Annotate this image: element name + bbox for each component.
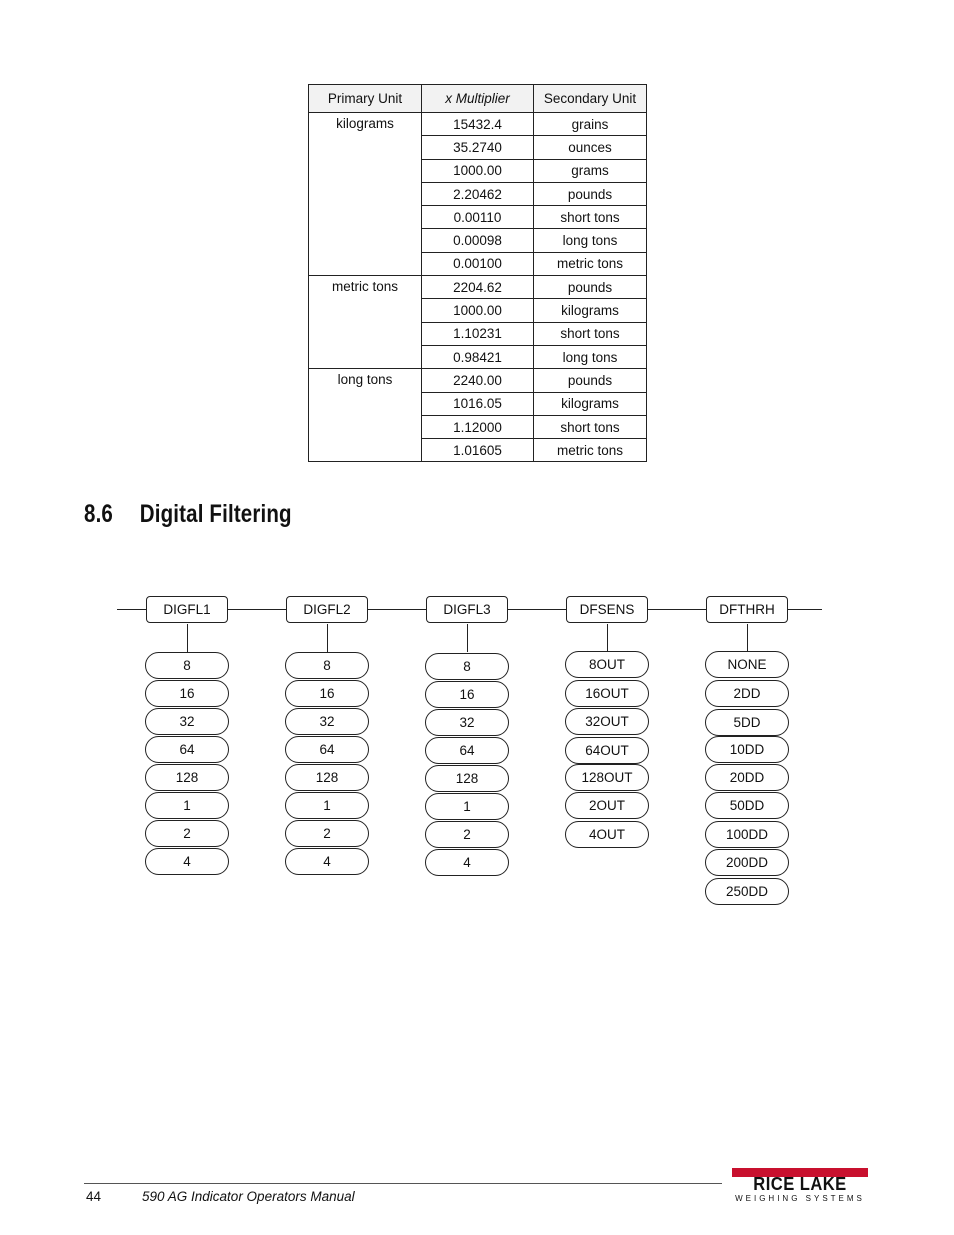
drop-line	[327, 624, 328, 652]
multiplier-cell: 1.01605	[422, 439, 534, 462]
secondary-unit-cell: long tons	[534, 345, 647, 368]
section-number: 8.6	[84, 500, 113, 528]
header-secondary-unit: Secondary Unit	[534, 85, 647, 113]
menu-option: 64	[285, 736, 369, 763]
multiplier-cell: 0.00110	[422, 206, 534, 229]
multiplier-cell: 1.10231	[422, 322, 534, 345]
secondary-unit-cell: kilograms	[534, 392, 647, 415]
secondary-unit-cell: grains	[534, 113, 647, 136]
menu-option: 16OUT	[565, 680, 649, 707]
menu-option: 16	[285, 680, 369, 707]
multiplier-cell: 2240.00	[422, 369, 534, 392]
menu-option: 4	[285, 848, 369, 875]
menu-option: 32	[425, 709, 509, 736]
multiplier-cell: 2204.62	[422, 276, 534, 299]
menu-option: 32	[145, 708, 229, 735]
menu-option: 4	[145, 848, 229, 875]
menu-option: 2OUT	[565, 792, 649, 819]
logo-wordmark: RICE LAKE	[753, 1174, 847, 1194]
secondary-unit-cell: short tons	[534, 415, 647, 438]
header-multiplier: x Multiplier	[422, 85, 534, 113]
menu-option: 2	[425, 821, 509, 848]
multiplier-cell: 2.20462	[422, 182, 534, 205]
connector-line	[228, 609, 286, 610]
menu-option: 2	[285, 820, 369, 847]
footer-rule	[84, 1183, 722, 1184]
menu-option: 5DD	[705, 709, 789, 736]
menu-option: 4	[425, 849, 509, 876]
menu-option: 32OUT	[565, 708, 649, 735]
multiplier-cell: 1016.05	[422, 392, 534, 415]
secondary-unit-cell: metric tons	[534, 439, 647, 462]
menu-option: 1	[425, 793, 509, 820]
connector-line	[788, 609, 822, 610]
table-row	[309, 369, 647, 392]
connector-line	[368, 609, 426, 610]
connector-line	[508, 609, 566, 610]
secondary-unit-cell: short tons	[534, 206, 647, 229]
drop-line	[187, 624, 188, 652]
rice-lake-logo	[730, 1168, 870, 1206]
secondary-unit-cell: long tons	[534, 229, 647, 252]
menu-option: 128	[145, 764, 229, 791]
secondary-unit-cell: kilograms	[534, 299, 647, 322]
secondary-unit-cell: pounds	[534, 369, 647, 392]
menu-parameter-digfl3: DIGFL3	[426, 596, 508, 623]
drop-line	[607, 624, 608, 652]
menu-option: 8	[285, 652, 369, 679]
drop-line	[467, 624, 468, 652]
primary-unit-cell: long tons	[309, 369, 422, 462]
menu-option: 32	[285, 708, 369, 735]
menu-option: 50DD	[705, 792, 789, 819]
multiplier-cell: 1000.00	[422, 299, 534, 322]
secondary-unit-cell: ounces	[534, 136, 647, 159]
menu-option: 128OUT	[565, 764, 649, 791]
menu-option: 8	[425, 653, 509, 680]
secondary-unit-cell: grams	[534, 159, 647, 182]
multiplier-cell: 1.12000	[422, 415, 534, 438]
table-header-row	[309, 85, 647, 113]
table-row	[309, 113, 647, 136]
menu-option: 8	[145, 652, 229, 679]
table-body	[309, 113, 647, 462]
section-title: Digital Filtering	[139, 500, 292, 528]
menu-option: 128	[425, 765, 509, 792]
menu-option: 64	[425, 737, 509, 764]
menu-parameter-digfl2: DIGFL2	[286, 596, 368, 623]
primary-unit-cell: kilograms	[309, 113, 422, 276]
unit-conversion-table	[308, 84, 647, 462]
secondary-unit-cell: pounds	[534, 276, 647, 299]
menu-option: 1	[145, 792, 229, 819]
menu-option: 2DD	[705, 680, 789, 707]
menu-option: 8OUT	[565, 651, 649, 678]
page-number: 44	[86, 1189, 102, 1204]
primary-unit-cell: metric tons	[309, 276, 422, 369]
header-primary-unit: Primary Unit	[309, 85, 422, 113]
menu-option: 100DD	[705, 821, 789, 848]
logo-subtext: WEIGHING SYSTEMS	[735, 1194, 865, 1203]
menu-option: 10DD	[705, 736, 789, 763]
section-heading	[84, 500, 292, 529]
menu-option: 2	[145, 820, 229, 847]
multiplier-cell: 35.2740	[422, 136, 534, 159]
menu-option: 20DD	[705, 764, 789, 791]
menu-option: 250DD	[705, 878, 789, 905]
table-row	[309, 276, 647, 299]
menu-option: NONE	[705, 651, 789, 678]
menu-parameter-dfthrh: DFTHRH	[706, 596, 788, 623]
multiplier-cell: 0.98421	[422, 345, 534, 368]
menu-option: 4OUT	[565, 821, 649, 848]
menu-option: 64OUT	[565, 737, 649, 764]
menu-option: 200DD	[705, 849, 789, 876]
menu-parameter-dfsens: DFSENS	[566, 596, 648, 623]
multiplier-cell: 0.00098	[422, 229, 534, 252]
connector-line	[648, 609, 706, 610]
secondary-unit-cell: short tons	[534, 322, 647, 345]
connector-line	[117, 609, 146, 610]
menu-option: 1	[285, 792, 369, 819]
menu-option: 128	[285, 764, 369, 791]
multiplier-cell: 0.00100	[422, 252, 534, 275]
menu-option: 16	[425, 681, 509, 708]
menu-option: 64	[145, 736, 229, 763]
drop-line	[747, 624, 748, 652]
multiplier-cell: 1000.00	[422, 159, 534, 182]
menu-option: 16	[145, 680, 229, 707]
secondary-unit-cell: pounds	[534, 182, 647, 205]
multiplier-cell: 15432.4	[422, 113, 534, 136]
manual-title: 590 AG Indicator Operators Manual	[142, 1189, 355, 1204]
menu-parameter-digfl1: DIGFL1	[146, 596, 228, 623]
secondary-unit-cell: metric tons	[534, 252, 647, 275]
